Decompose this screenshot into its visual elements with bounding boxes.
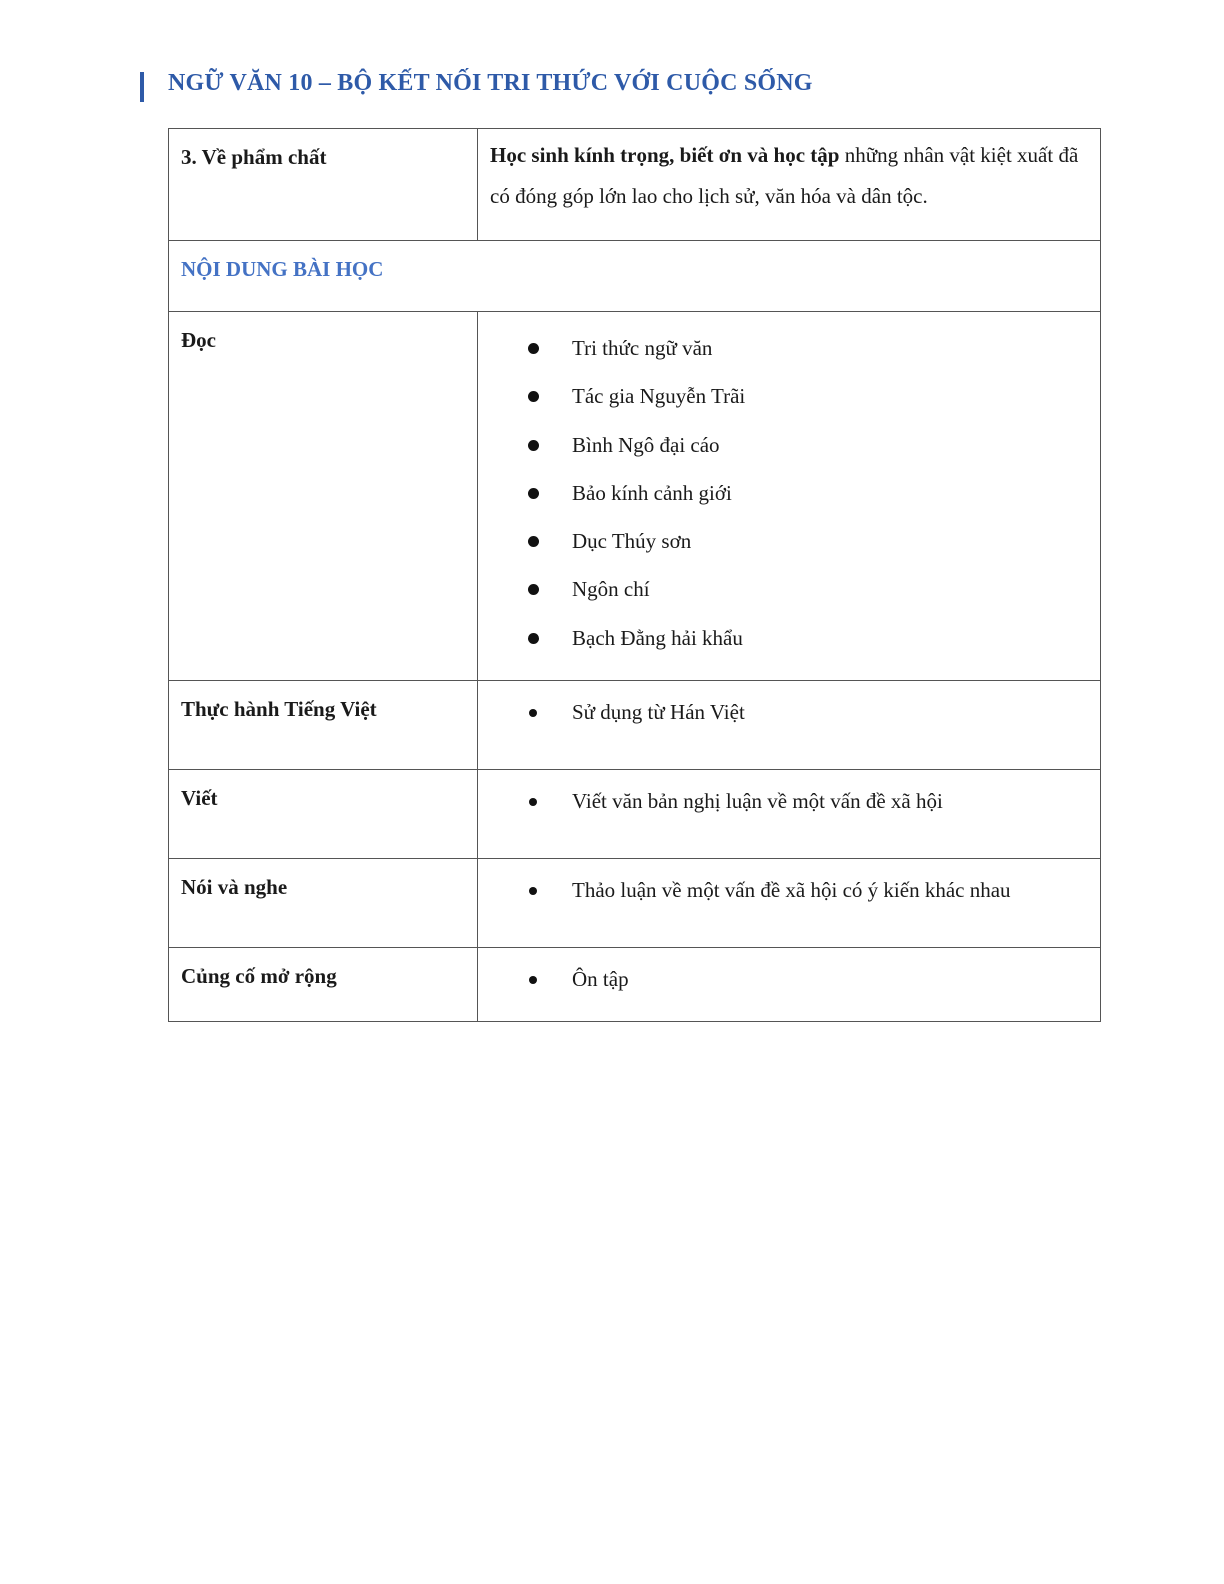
table-row-practice [169, 681, 1101, 770]
writing-label-cell [169, 770, 478, 859]
writing-label: Viết [181, 786, 218, 810]
table-row-speaking [169, 859, 1101, 948]
practice-label-cell [169, 681, 478, 770]
list-item: Thảo luận về một vấn đề xã hội có ý kiến khác nhau [528, 859, 1088, 905]
speaking-list [490, 859, 1088, 905]
speaking-items-cell [478, 859, 1101, 948]
writing-items-cell [478, 770, 1101, 859]
reading-items-cell [478, 312, 1101, 681]
bullet-icon [528, 488, 539, 499]
page-header-title: NGỮ VĂN 10 – BỘ KẾT NỐI TRI THỨC VỚI CUỘC SỐNG [168, 70, 813, 96]
lesson-plan-table [168, 128, 1101, 1022]
list-item: Sử dụng từ Hán Việt [528, 681, 1088, 727]
bullet-icon [528, 584, 539, 595]
practice-list [490, 681, 1088, 727]
bullet-icon [528, 440, 539, 451]
bullet-icon [528, 536, 539, 547]
quality-bold-text: Học sinh kính trọng, biết ơn và học tập [490, 143, 840, 167]
table-row-quality [169, 129, 1101, 241]
bullet-icon [529, 887, 537, 895]
reading-label-cell [169, 312, 478, 681]
table-row-writing [169, 770, 1101, 859]
section-title-cell [169, 241, 1101, 312]
bullet-icon [528, 343, 539, 354]
review-label: Củng cố mở rộng [181, 964, 337, 988]
bullet-icon [529, 798, 537, 806]
list-item: Viết văn bản nghị luận về một vấn đề xã hội [528, 770, 1088, 816]
quality-description [490, 119, 1088, 217]
list-item: Bình Ngô đại cáo [528, 421, 1088, 469]
quality-label-cell [169, 129, 478, 241]
review-items-cell [478, 948, 1101, 1022]
bullet-icon [529, 709, 537, 717]
quality-text-cell [478, 129, 1101, 241]
bullet-icon [528, 633, 539, 644]
speaking-label-cell [169, 859, 478, 948]
quality-label: 3. Về phẩm chất [181, 145, 327, 169]
speaking-label: Nói và nghe [181, 875, 288, 899]
reading-label: Đọc [181, 328, 216, 352]
list-item: Bạch Đằng hải khẩu [528, 614, 1088, 662]
list-item: Bảo kính cảnh giới [528, 469, 1088, 517]
table-row-reading [169, 312, 1101, 681]
table-row-section [169, 241, 1101, 312]
list-item: Ôn tập [528, 948, 1088, 994]
review-label-cell [169, 948, 478, 1022]
review-list [490, 948, 1088, 994]
reading-list [490, 324, 1088, 662]
bullet-icon [529, 976, 537, 984]
bullet-icon [528, 391, 539, 402]
list-item: Dục Thúy sơn [528, 517, 1088, 565]
table-row-review [169, 948, 1101, 1022]
list-item: Tri thức ngữ văn [528, 324, 1088, 372]
list-item: Ngôn chí [528, 565, 1088, 613]
practice-label: Thực hành Tiếng Việt [181, 697, 377, 721]
writing-list [490, 770, 1088, 816]
quality-rest-text: những nhân vật kiệt xuất đã có đóng góp lớn lao cho lịch sử, văn hóa và dân tộc. [490, 143, 1079, 208]
section-title: NỘI DUNG BÀI HỌC [181, 257, 384, 281]
header-accent-bar [140, 72, 144, 102]
list-item: Tác gia Nguyễn Trãi [528, 372, 1088, 420]
practice-items-cell [478, 681, 1101, 770]
